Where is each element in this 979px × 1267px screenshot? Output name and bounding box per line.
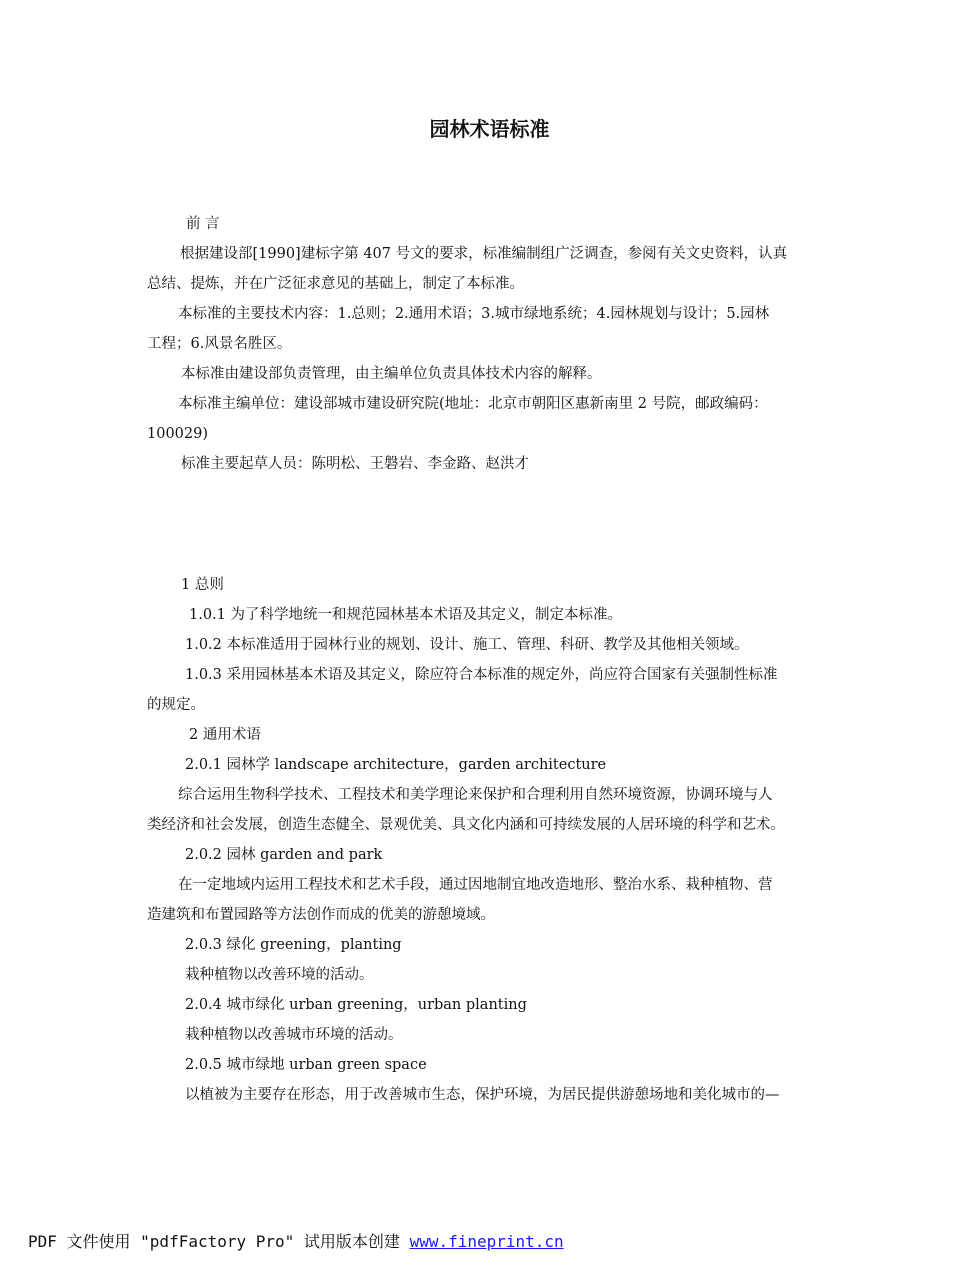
term-heading: 2.0.4 城市绿化 urban greening，urban planting — [185, 997, 527, 1013]
preface-line: 根据建设部[1990]建标字第 407 号文的要求，标准编制组广泛调查，参阅有关文史资料，认真 — [180, 246, 788, 262]
preface-line: 本标准由建设部负责管理，由主编单位负责具体技术内容的解释。 — [181, 366, 602, 382]
term-heading: 2.0.2 园林 garden and park — [185, 847, 383, 863]
preface-line: 工程；6.风景名胜区。 — [147, 336, 292, 352]
section-heading: 2 通用术语 — [189, 727, 261, 743]
term-heading: 2.0.5 城市绿地 urban green space — [185, 1057, 427, 1073]
term-definition: 综合运用生物科学技术、工程技术和美学理论来保护和合理利用自然环境资源，协调环境与人 — [178, 787, 773, 803]
clause-line: 1.0.3 采用园林基本术语及其定义，除应符合本标准的规定外，尚应符合国家有关强制性标准 — [185, 667, 778, 683]
term-definition: 以植被为主要存在形态，用于改善城市生态，保护环境，为居民提供游憩场地和美化城市的— — [185, 1087, 780, 1103]
preface-heading: 前 言 — [186, 216, 220, 232]
term-heading: 2.0.3 绿化 greening，planting — [185, 937, 402, 953]
preface-line: 总结、提炼，并在广泛征求意见的基础上，制定了本标准。 — [147, 276, 524, 292]
fineprint-link[interactable]: www.fineprint.cn — [409, 1232, 564, 1251]
term-definition: 栽种植物以改善城市环境的活动。 — [185, 1027, 403, 1043]
preface-line: 标准主要起草人员：陈明松、王磐岩、李金路、赵洪才 — [181, 456, 529, 472]
term-definition: 在一定地域内运用工程技术和艺术手段，通过因地制宜地改造地形、整治水系、栽种植物、营 — [178, 877, 773, 893]
footer-text: PDF 文件使用 "pdfFactory Pro" 试用版本创建 — [28, 1232, 410, 1251]
term-definition: 类经济和社会发展，创造生态健全、景观优美、具文化内涵和可持续发展的人居环境的科学和艺术。 — [147, 817, 785, 833]
clause-line: 1.0.1 为了科学地统一和规范园林基本术语及其定义，制定本标准。 — [189, 607, 623, 623]
preface-line: 100029) — [147, 426, 209, 442]
clause-line: 1.0.2 本标准适用于园林行业的规划、设计、施工、管理、科研、教学及其他相关领域。 — [185, 637, 749, 653]
preface-line: 本标准主编单位：建设部城市建设研究院(地址：北京市朝阳区惠新南里 2 号院，邮政编码： — [178, 396, 768, 412]
clause-line: 的规定。 — [147, 697, 205, 713]
document-title: 园林术语标准 — [429, 117, 550, 141]
term-heading: 2.0.1 园林学 landscape architecture，garden architecture — [185, 757, 607, 773]
term-definition: 栽种植物以改善环境的活动。 — [185, 967, 374, 983]
section-heading: 1 总则 — [181, 577, 224, 593]
term-definition: 造建筑和布置园路等方法创作而成的优美的游憩境域。 — [147, 907, 495, 923]
pdf-footer — [28, 1231, 564, 1253]
preface-line: 本标准的主要技术内容：1.总则；2.通用术语；3.城市绿地系统；4.园林规划与设计；5.园林 — [178, 306, 770, 322]
